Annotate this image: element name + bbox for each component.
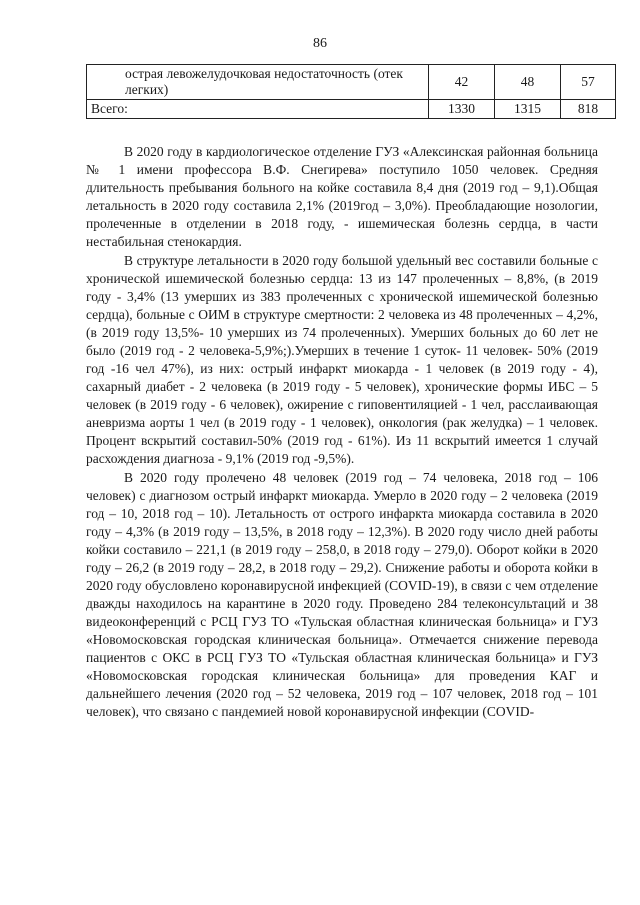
paragraph: В 2020 году пролечено 48 человек (2019 год – 74 человека, 2018 год – 106 человек) с диагнозом острый инфаркт миокарда. Умерло в 2020 году – 2 человека (2019 год – 10, 2018 год – 10). Летальность от острого инфаркта миокарда составила в 2020 году – 4,3% (в 2019 году – 13,5%, в 2018 году – 12,3%). В 2020 году число дней работы койки составило – 221,1 (в 2019 году – 258,0, в 2018 году – 279,0). Оборот койки в 2020 году – 26,2 (в 2019 году – 28,2, в 2018 году – 29,2). Снижение работы и оборота койки в 2020 году обусловлено коронавирусной инфекцией (COVID-19), в связи с чем отделение дважды находилось на карантине в 2020 году. Проведено 284 телеконсультаций и 38 видеоконференций с РСЦ ГУЗ ТО «Тульская областная клиническая больница» и ГУЗ «Новомосковская городская клиническая больница». Отмечается снижение перевода пациентов с ОКС в РСЦ ГУЗ ТО «Тульская областная клиническая больница» и ГУЗ «Новомосковская городская клиническая больница» для проведения КАГ и дальнейшего лечения (2020 год – 52 человека, 2019 год – 107 человек, 2018 год – 101 человек), что связано с пандемией новой коронавирусной инфекции (COVID- bbox=[86, 470, 598, 719]
table-cell-value: 818 bbox=[561, 100, 616, 119]
table-cell-name: острая левожелудочковая недостаточность (отек легких) bbox=[87, 65, 429, 100]
table-cell-value: 48 bbox=[495, 65, 561, 100]
table-cell-name: Всего: bbox=[87, 100, 429, 119]
table-cell-value: 57 bbox=[561, 65, 616, 100]
table-row bbox=[87, 65, 616, 100]
paragraph: В структуре летальности в 2020 году большой удельный вес составили больные с хронической ишемической болезнью сердца: 13 из 147 пролеченных – 8,8%, (в 2019 году - 3,4% (13 умерших из 383 пролеченных с хронической ишемической болезнью сердца), больные с ОИМ в структуре смертности: 2 человека из 48 пролеченных – 4,2%, (в 2019 году 13,5%- 10 умерших из 74 пролеченных). Умерших больных до 60 лет не было (2019 год - 2 человека-5,9%;).Умерших в течение 1 суток- 11 человек- 50% (2019 год -16 чел 47%), из них: острый инфаркт миокарда - 1 человек (в 2019 году - 4), сахарный диабет - 2 человека (в 2019 году - 5 человек), хронические формы ИБС – 5 человек (в 2019 году - 6 человек), ожирение с гиповентиляцией - 1 чел, расслаивающая аневризма аорты 1 чел (в 2019 году - 1 человек), онкология (рак желудка) – 1 человек. Процент вскрытий составил-50% (2019 год - 61%). Из 11 вскрытий имеется 1 случай расхождения диагноза - 9,1% (2019 год -9,5%). bbox=[86, 253, 598, 466]
summary-table bbox=[86, 64, 616, 119]
table-cell-value: 1330 bbox=[429, 100, 495, 119]
table-cell-value: 42 bbox=[429, 65, 495, 100]
table-cell-value: 1315 bbox=[495, 100, 561, 119]
page-number: 86 bbox=[313, 36, 327, 51]
page-text bbox=[86, 143, 598, 721]
paragraph: В 2020 году в кардиологическое отделение ГУЗ «Алексинская районная больница № 1 имени профессора В.Ф. Снегирева» поступило 1050 человек. Средняя длительность пребывания больного на койке составила 8,4 дня (2019 год – 9,1).Общая летальность в 2020 году составила 2,1% (2019год – 3,0%). Преобладающие нозологии, пролеченные в отделении в 2018 году, - ишемическая болезнь сердца, в части нестабильная стенокардия. bbox=[86, 144, 598, 249]
table-row bbox=[87, 100, 616, 119]
